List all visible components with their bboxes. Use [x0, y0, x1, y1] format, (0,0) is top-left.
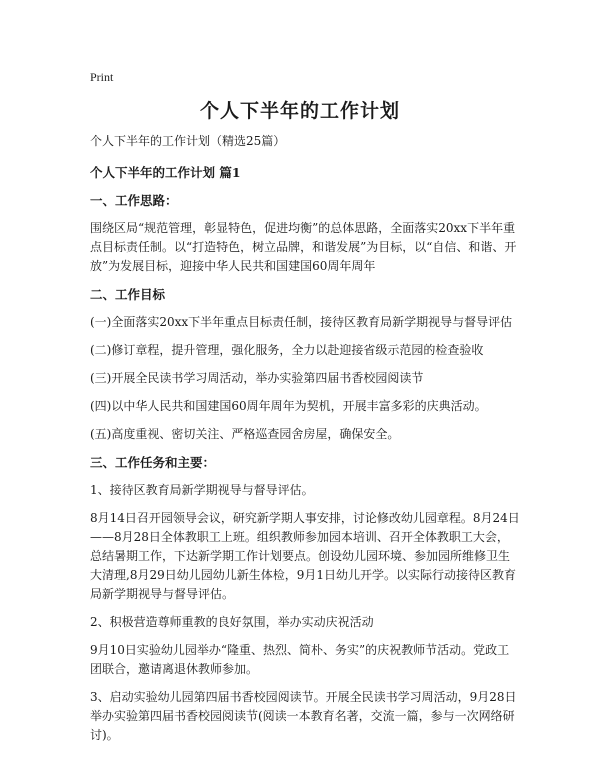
- goal-item-3: (三)开展全民读书学习周活动，举办实验第四届书香校园阅读节: [90, 371, 424, 385]
- document-title: 个人下半年的工作计划: [199, 100, 400, 122]
- print-label: Print: [90, 70, 114, 84]
- document-body: [90, 132, 520, 754]
- task-1-body: 8月14日召开园领导会议，研究新学期人事安排，讨论修改幼儿园章程。8月24日——8月28日全体教职工上班。组织教师参加园本培训、召开全体教职工大会，总结暑期工作，下达新学期工作计划要点。创设幼儿园环境、参加园所维修卫生大清理,8月29日幼儿园幼儿新生体检，9月1日幼儿开学。以实际行动接待区教育局新学期视导与督导评估。: [90, 511, 520, 601]
- task-1-title: 1、接待区教育局新学期视导与督导评估。: [90, 483, 314, 497]
- goal-item-5: (五)高度重视、密切关注、严格巡查园舍房屋，确保安全。: [90, 427, 400, 441]
- section1-heading: 一、工作思路：: [90, 193, 178, 208]
- task-3-body: 3、启动实验幼儿园第四届书香校园阅读节。开展全民读书学习周活动，9月28日举办实验第四届书香校园阅读节(阅读一本教育名著，交流一篇，参与一次网络研讨)。: [90, 690, 517, 742]
- task-2-body: 9月10日实验幼儿园举办“隆重、热烈、简朴、务实”的庆祝教师节活动。党政工团联合，邀请离退休教师参加。: [90, 643, 510, 676]
- goal-item-4: (四)以中华人民共和国建国60周年周年为契机，开展丰富多彩的庆典活动。: [90, 399, 487, 413]
- task-2-title: 2、积极营造尊师重教的良好氛围，举办实动庆祝活动: [90, 615, 374, 629]
- article-heading: 个人下半年的工作计划 篇1: [90, 165, 241, 180]
- section1-body: 围绕区局“规范管理，彰显特色，促进均衡”的总体思路，全面落实20xx下半年重点目标责任制。以“打造特色，树立品牌，和谐发展”为目标，以“自信、和谐、开放”为发展目标，迎接中华人民共和国建国60周年周年: [90, 221, 517, 273]
- section3-heading: 三、工作任务和主要：: [90, 455, 216, 470]
- document-subtitle: 个人下半年的工作计划（精选25篇）: [90, 134, 286, 148]
- section2-heading: 二、工作目标: [90, 287, 166, 302]
- goal-item-2: (二)修订章程，提升管理，强化服务，全力以赴迎接省级示范园的检查验收: [90, 343, 484, 357]
- goal-item-1: (一)全面落实20xx下半年重点目标责任制，接待区教育局新学期视导与督导评估: [90, 315, 513, 329]
